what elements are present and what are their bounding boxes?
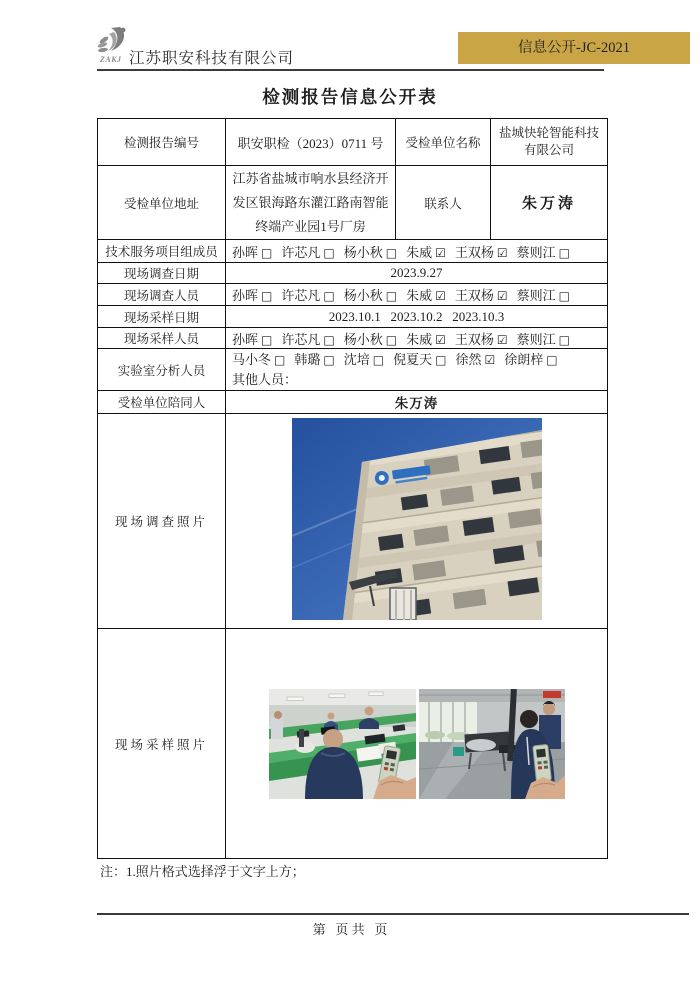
survey-photo-label: 现场调查照片 xyxy=(98,414,226,629)
personnel-name: 王双杨 xyxy=(454,331,494,347)
client-name-value: 盐城快轮智能科技有限公司 xyxy=(491,119,608,166)
checkbox-unchecked-icon: □ xyxy=(261,332,273,347)
personnel-name: 许芯凡 xyxy=(281,244,321,260)
page-number: 第 页 共 页 xyxy=(312,922,388,937)
svg-text:ZAKJ: ZAKJ xyxy=(100,55,122,64)
checkbox-unchecked-icon: □ xyxy=(385,289,398,303)
personnel-name: 马小冬 xyxy=(232,352,272,367)
personnel-item xyxy=(281,288,334,303)
personnel-item xyxy=(344,352,384,367)
checkbox-unchecked-icon: □ xyxy=(385,332,398,347)
personnel-name: 韩璐 xyxy=(294,352,321,367)
table-row xyxy=(98,240,608,263)
personnel-item xyxy=(232,332,272,347)
project-team-label: 技术服务项目组成员 xyxy=(98,240,226,263)
lab-staff-members xyxy=(232,350,605,370)
checkbox-unchecked-icon: □ xyxy=(261,289,273,303)
personnel-item xyxy=(517,288,570,303)
personnel-item xyxy=(455,245,508,260)
personnel-name: 徐然 xyxy=(455,352,482,367)
sampling-staff-members xyxy=(226,328,608,349)
survey-staff-label: 现场调查人员 xyxy=(98,284,226,306)
checkbox-unchecked-icon: □ xyxy=(274,353,286,367)
checkbox-unchecked-icon: □ xyxy=(323,332,335,347)
checkbox-checked-icon: ☑ xyxy=(496,289,508,303)
lab-staff-label: 实验室分析人员 xyxy=(98,349,226,391)
checkbox-unchecked-icon: □ xyxy=(323,353,335,367)
personnel-name: 徐朗梓 xyxy=(504,352,544,367)
checkbox-unchecked-icon: □ xyxy=(385,245,398,260)
personnel-item xyxy=(517,245,570,260)
table-row xyxy=(98,166,608,240)
sampling-photo-right xyxy=(419,689,565,799)
sampling-photo-cell xyxy=(226,629,608,859)
page-header xyxy=(97,24,690,70)
personnel-item xyxy=(455,352,495,367)
personnel-item xyxy=(504,352,557,367)
checkbox-unchecked-icon: □ xyxy=(546,353,558,367)
doc-code-badge: 信息公开-JC-2021 xyxy=(458,32,690,64)
checkbox-unchecked-icon: □ xyxy=(558,332,570,347)
checkbox-checked-icon: ☑ xyxy=(435,245,446,260)
sampling-photo-label: 现场采样照片 xyxy=(98,629,226,859)
personnel-item xyxy=(406,245,446,260)
table-row xyxy=(98,414,608,629)
personnel-item xyxy=(455,288,508,303)
personnel-item xyxy=(344,288,397,303)
personnel-name: 孙晖 xyxy=(232,244,259,260)
personnel-item xyxy=(344,245,397,260)
escort-value: 朱万涛 xyxy=(226,391,608,414)
personnel-name: 孙晖 xyxy=(232,288,259,303)
personnel-item xyxy=(517,332,570,347)
project-team-members xyxy=(226,240,608,263)
lab-staff-cell xyxy=(226,349,608,391)
personnel-item xyxy=(406,332,446,347)
personnel-name: 杨小秋 xyxy=(343,331,383,347)
client-name-label: 受检单位名称 xyxy=(396,119,491,166)
checkbox-unchecked-icon: □ xyxy=(435,353,447,367)
personnel-item xyxy=(281,245,334,260)
personnel-item xyxy=(393,352,446,367)
company-name: 江苏职安科技有限公司 xyxy=(129,50,295,67)
personnel-item xyxy=(406,288,446,303)
table-row xyxy=(98,629,608,859)
personnel-item xyxy=(455,332,508,347)
personnel-item xyxy=(232,288,272,303)
contact-value: 朱万涛 xyxy=(491,166,608,240)
escort-label: 受检单位陪同人 xyxy=(98,391,226,414)
page-title: 检测报告信息公开表 xyxy=(262,87,438,107)
personnel-name: 许芯凡 xyxy=(281,288,321,303)
header-divider xyxy=(97,69,604,71)
checkbox-unchecked-icon: □ xyxy=(323,245,335,260)
lab-staff-extra-label: 其他人员： xyxy=(232,372,298,387)
checkbox-checked-icon: ☑ xyxy=(496,332,508,347)
contact-label: 联系人 xyxy=(396,166,491,240)
survey-date-value: 2023.9.27 xyxy=(226,263,608,284)
company-logo-icon xyxy=(97,24,131,71)
personnel-item xyxy=(232,245,272,260)
table-row xyxy=(98,328,608,349)
disclosure-table xyxy=(97,118,608,859)
personnel-name: 蔡则江 xyxy=(516,288,556,303)
personnel-item xyxy=(344,332,397,347)
building-photo xyxy=(292,418,542,620)
survey-date-label: 现场调查日期 xyxy=(98,263,226,284)
personnel-name: 蔡则江 xyxy=(516,244,556,260)
checkbox-unchecked-icon: □ xyxy=(323,289,335,303)
personnel-name: 朱威 xyxy=(406,244,433,260)
checkbox-checked-icon: ☑ xyxy=(435,332,446,347)
table-row xyxy=(98,306,608,328)
report-no-value: 职安职检（2023）0711 号 xyxy=(226,119,396,166)
personnel-name: 朱威 xyxy=(406,288,433,303)
personnel-item xyxy=(281,332,334,347)
personnel-item xyxy=(232,352,285,367)
report-no-label: 检测报告编号 xyxy=(98,119,226,166)
sampling-staff-label: 现场采样人员 xyxy=(98,328,226,349)
table-row xyxy=(98,391,608,414)
personnel-name: 孙晖 xyxy=(232,331,259,347)
personnel-name: 王双杨 xyxy=(454,244,494,260)
checkbox-unchecked-icon: □ xyxy=(558,289,570,303)
checkbox-checked-icon: ☑ xyxy=(484,353,496,367)
survey-staff-members xyxy=(226,284,608,306)
sampling-date-label: 现场采样日期 xyxy=(98,306,226,328)
sampling-date-value: 2023.10.1 2023.10.2 2023.10.3 xyxy=(226,306,608,328)
personnel-item xyxy=(294,352,334,367)
personnel-name: 王双杨 xyxy=(454,288,494,303)
footnote: 注：1.照片格式选择浮于文字上方； xyxy=(100,864,305,879)
checkbox-checked-icon: ☑ xyxy=(435,289,446,303)
personnel-name: 朱威 xyxy=(406,331,433,347)
client-address-label: 受检单位地址 xyxy=(98,166,226,240)
personnel-name: 杨小秋 xyxy=(343,244,383,260)
table-row xyxy=(98,349,608,391)
personnel-name: 蔡则江 xyxy=(516,331,556,347)
personnel-name: 倪夏天 xyxy=(393,352,433,367)
client-address-value: 江苏省盐城市响水县经济开发区银海路东灌江路南智能终端产业园1号厂房 xyxy=(226,166,396,240)
checkbox-unchecked-icon: □ xyxy=(261,245,273,260)
checkbox-unchecked-icon: □ xyxy=(372,353,385,367)
personnel-name: 杨小秋 xyxy=(343,288,383,303)
table-row xyxy=(98,284,608,306)
table-row xyxy=(98,119,608,166)
checkbox-unchecked-icon: □ xyxy=(558,245,570,260)
personnel-name: 许芯凡 xyxy=(281,331,321,347)
sampling-photo-left xyxy=(269,689,416,799)
table-row xyxy=(98,263,608,284)
survey-photo-cell xyxy=(226,414,608,629)
checkbox-checked-icon: ☑ xyxy=(496,245,508,260)
footer-divider xyxy=(97,913,689,915)
personnel-name: 沈培 xyxy=(343,352,370,367)
